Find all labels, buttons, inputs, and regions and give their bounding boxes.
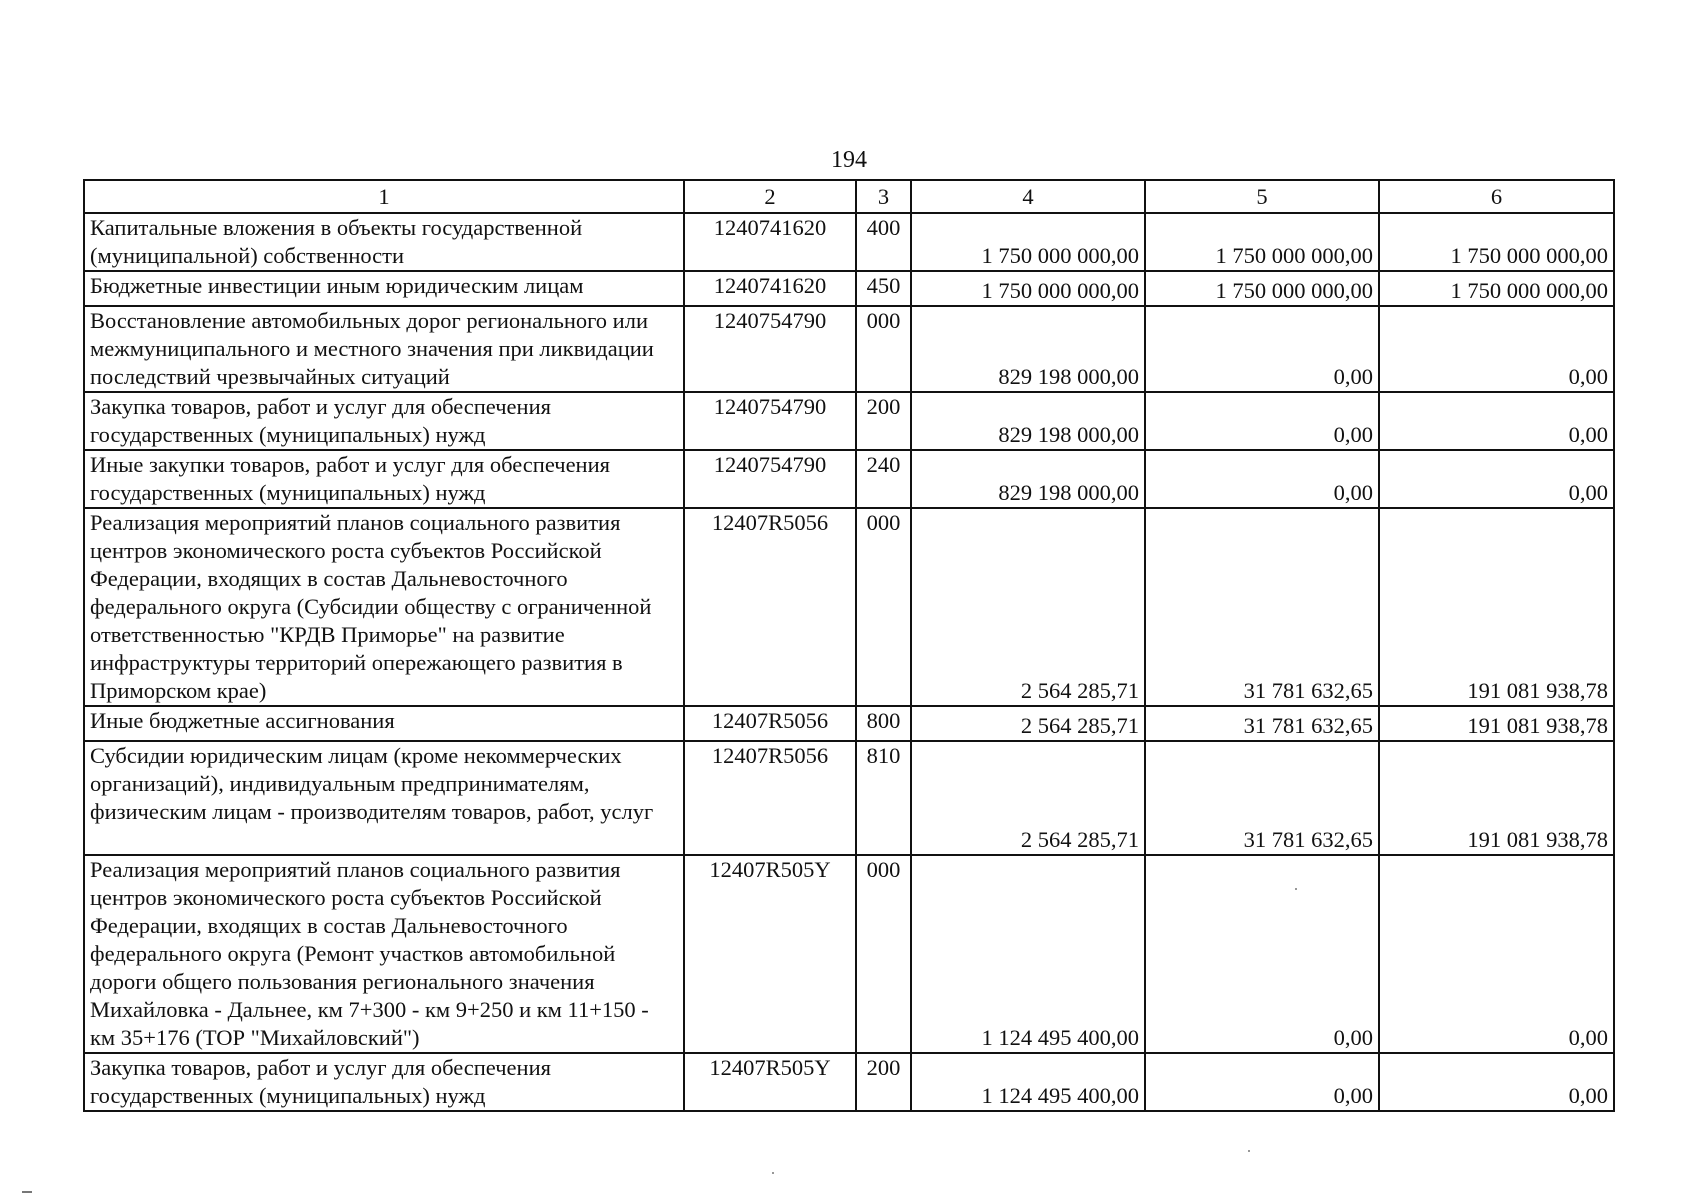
- row-type: 810: [856, 741, 911, 855]
- scan-speck: [1295, 888, 1297, 890]
- column-header: 3: [856, 180, 911, 213]
- row-name: Реализация мероприятий планов социального развития центров экономического роста субъектов Российской Федерации, входящих в состав Дальневосточного федерального округа (Ремонт участков автомобильной дороги общего пользования регионального значения Михайловка - Дальнее, км 7+300 - км 9+250 и км 11+150 - км 35+176 (ТОР "Михайловский"): [84, 855, 684, 1053]
- row-type: 800: [856, 706, 911, 741]
- row-value-col4: 2 564 285,71: [911, 508, 1145, 706]
- row-code: 1240741620: [684, 213, 856, 271]
- table-row: [84, 1053, 1614, 1111]
- column-header: 2: [684, 180, 856, 213]
- row-value-col5: 0,00: [1145, 1053, 1379, 1111]
- row-code: 12407R505Y: [684, 1053, 856, 1111]
- row-name: Субсидии юридическим лицам (кроме некоммерческих организаций), индивидуальным предпринимателям, физическим лицам - производителям товаров, работ, услуг: [84, 741, 684, 855]
- row-value-col5: 1 750 000 000,00: [1145, 271, 1379, 306]
- row-type: 400: [856, 213, 911, 271]
- row-value-col4: 829 198 000,00: [911, 450, 1145, 508]
- row-value-col6: 0,00: [1379, 1053, 1614, 1111]
- row-name: Реализация мероприятий планов социального развития центров экономического роста субъектов Российской Федерации, входящих в состав Дальневосточного федерального округа (Субсидии обществу с ограниченной ответственностью "КРДВ Приморье" на развитие инфраструктуры территорий опережающего развития в Приморском крае): [84, 508, 684, 706]
- page-number: 194: [831, 147, 867, 173]
- table-row: [84, 450, 1614, 508]
- scan-speck: [772, 1172, 774, 1174]
- row-name: Бюджетные инвестиции иным юридическим лицам: [84, 271, 684, 306]
- row-type: 200: [856, 1053, 911, 1111]
- column-header: 1: [84, 180, 684, 213]
- row-value-col5: 31 781 632,65: [1145, 706, 1379, 741]
- table-header-row: [84, 180, 1614, 213]
- row-value-col6: 191 081 938,78: [1379, 706, 1614, 741]
- row-name: Иные закупки товаров, работ и услуг для обеспечения государственных (муниципальных) нужд: [84, 450, 684, 508]
- row-code: 1240741620: [684, 271, 856, 306]
- row-code: 12407R5056: [684, 706, 856, 741]
- row-value-col6: 191 081 938,78: [1379, 741, 1614, 855]
- table-row: [84, 741, 1614, 855]
- row-code: 12407R5056: [684, 741, 856, 855]
- row-code: 1240754790: [684, 306, 856, 392]
- scan-speck: [22, 1191, 32, 1193]
- column-header: 4: [911, 180, 1145, 213]
- row-value-col4: 1 124 495 400,00: [911, 1053, 1145, 1111]
- row-code: 12407R505Y: [684, 855, 856, 1053]
- table-row: [84, 271, 1614, 306]
- row-value-col4: 829 198 000,00: [911, 392, 1145, 450]
- row-name: Иные бюджетные ассигнования: [84, 706, 684, 741]
- row-value-col4: 2 564 285,71: [911, 741, 1145, 855]
- row-code: 1240754790: [684, 392, 856, 450]
- row-value-col5: 0,00: [1145, 855, 1379, 1053]
- row-type: 000: [856, 306, 911, 392]
- row-type: 450: [856, 271, 911, 306]
- table-row: [84, 706, 1614, 741]
- row-value-col5: 31 781 632,65: [1145, 741, 1379, 855]
- row-value-col5: 31 781 632,65: [1145, 508, 1379, 706]
- table-row: [84, 855, 1614, 1053]
- scan-speck: [1248, 1150, 1250, 1152]
- row-value-col5: 0,00: [1145, 306, 1379, 392]
- table-row: [84, 306, 1614, 392]
- row-value-col6: 0,00: [1379, 450, 1614, 508]
- row-value-col6: 191 081 938,78: [1379, 508, 1614, 706]
- row-value-col4: 1 750 000 000,00: [911, 213, 1145, 271]
- budget-table: [83, 179, 1615, 1112]
- row-value-col6: 1 750 000 000,00: [1379, 271, 1614, 306]
- column-header: 6: [1379, 180, 1614, 213]
- row-value-col6: 0,00: [1379, 392, 1614, 450]
- row-code: 1240754790: [684, 450, 856, 508]
- row-value-col5: 0,00: [1145, 392, 1379, 450]
- row-type: 200: [856, 392, 911, 450]
- row-type: 000: [856, 855, 911, 1053]
- row-value-col6: 1 750 000 000,00: [1379, 213, 1614, 271]
- row-name: Закупка товаров, работ и услуг для обеспечения государственных (муниципальных) нужд: [84, 1053, 684, 1111]
- row-code: 12407R5056: [684, 508, 856, 706]
- row-value-col4: 1 750 000 000,00: [911, 271, 1145, 306]
- table-row: [84, 392, 1614, 450]
- row-value-col5: 1 750 000 000,00: [1145, 213, 1379, 271]
- row-name: Восстановление автомобильных дорог регионального или межмуниципального и местного значения при ликвидации последствий чрезвычайных ситуаций: [84, 306, 684, 392]
- row-value-col4: 2 564 285,71: [911, 706, 1145, 741]
- row-name: Капитальные вложения в объекты государственной (муниципальной) собственности: [84, 213, 684, 271]
- column-header: 5: [1145, 180, 1379, 213]
- row-value-col5: 0,00: [1145, 450, 1379, 508]
- row-value-col6: 0,00: [1379, 306, 1614, 392]
- row-name: Закупка товаров, работ и услуг для обеспечения государственных (муниципальных) нужд: [84, 392, 684, 450]
- row-value-col4: 1 124 495 400,00: [911, 855, 1145, 1053]
- row-type: 240: [856, 450, 911, 508]
- table-row: [84, 508, 1614, 706]
- row-type: 000: [856, 508, 911, 706]
- row-value-col6: 0,00: [1379, 855, 1614, 1053]
- table-row: [84, 213, 1614, 271]
- row-value-col4: 829 198 000,00: [911, 306, 1145, 392]
